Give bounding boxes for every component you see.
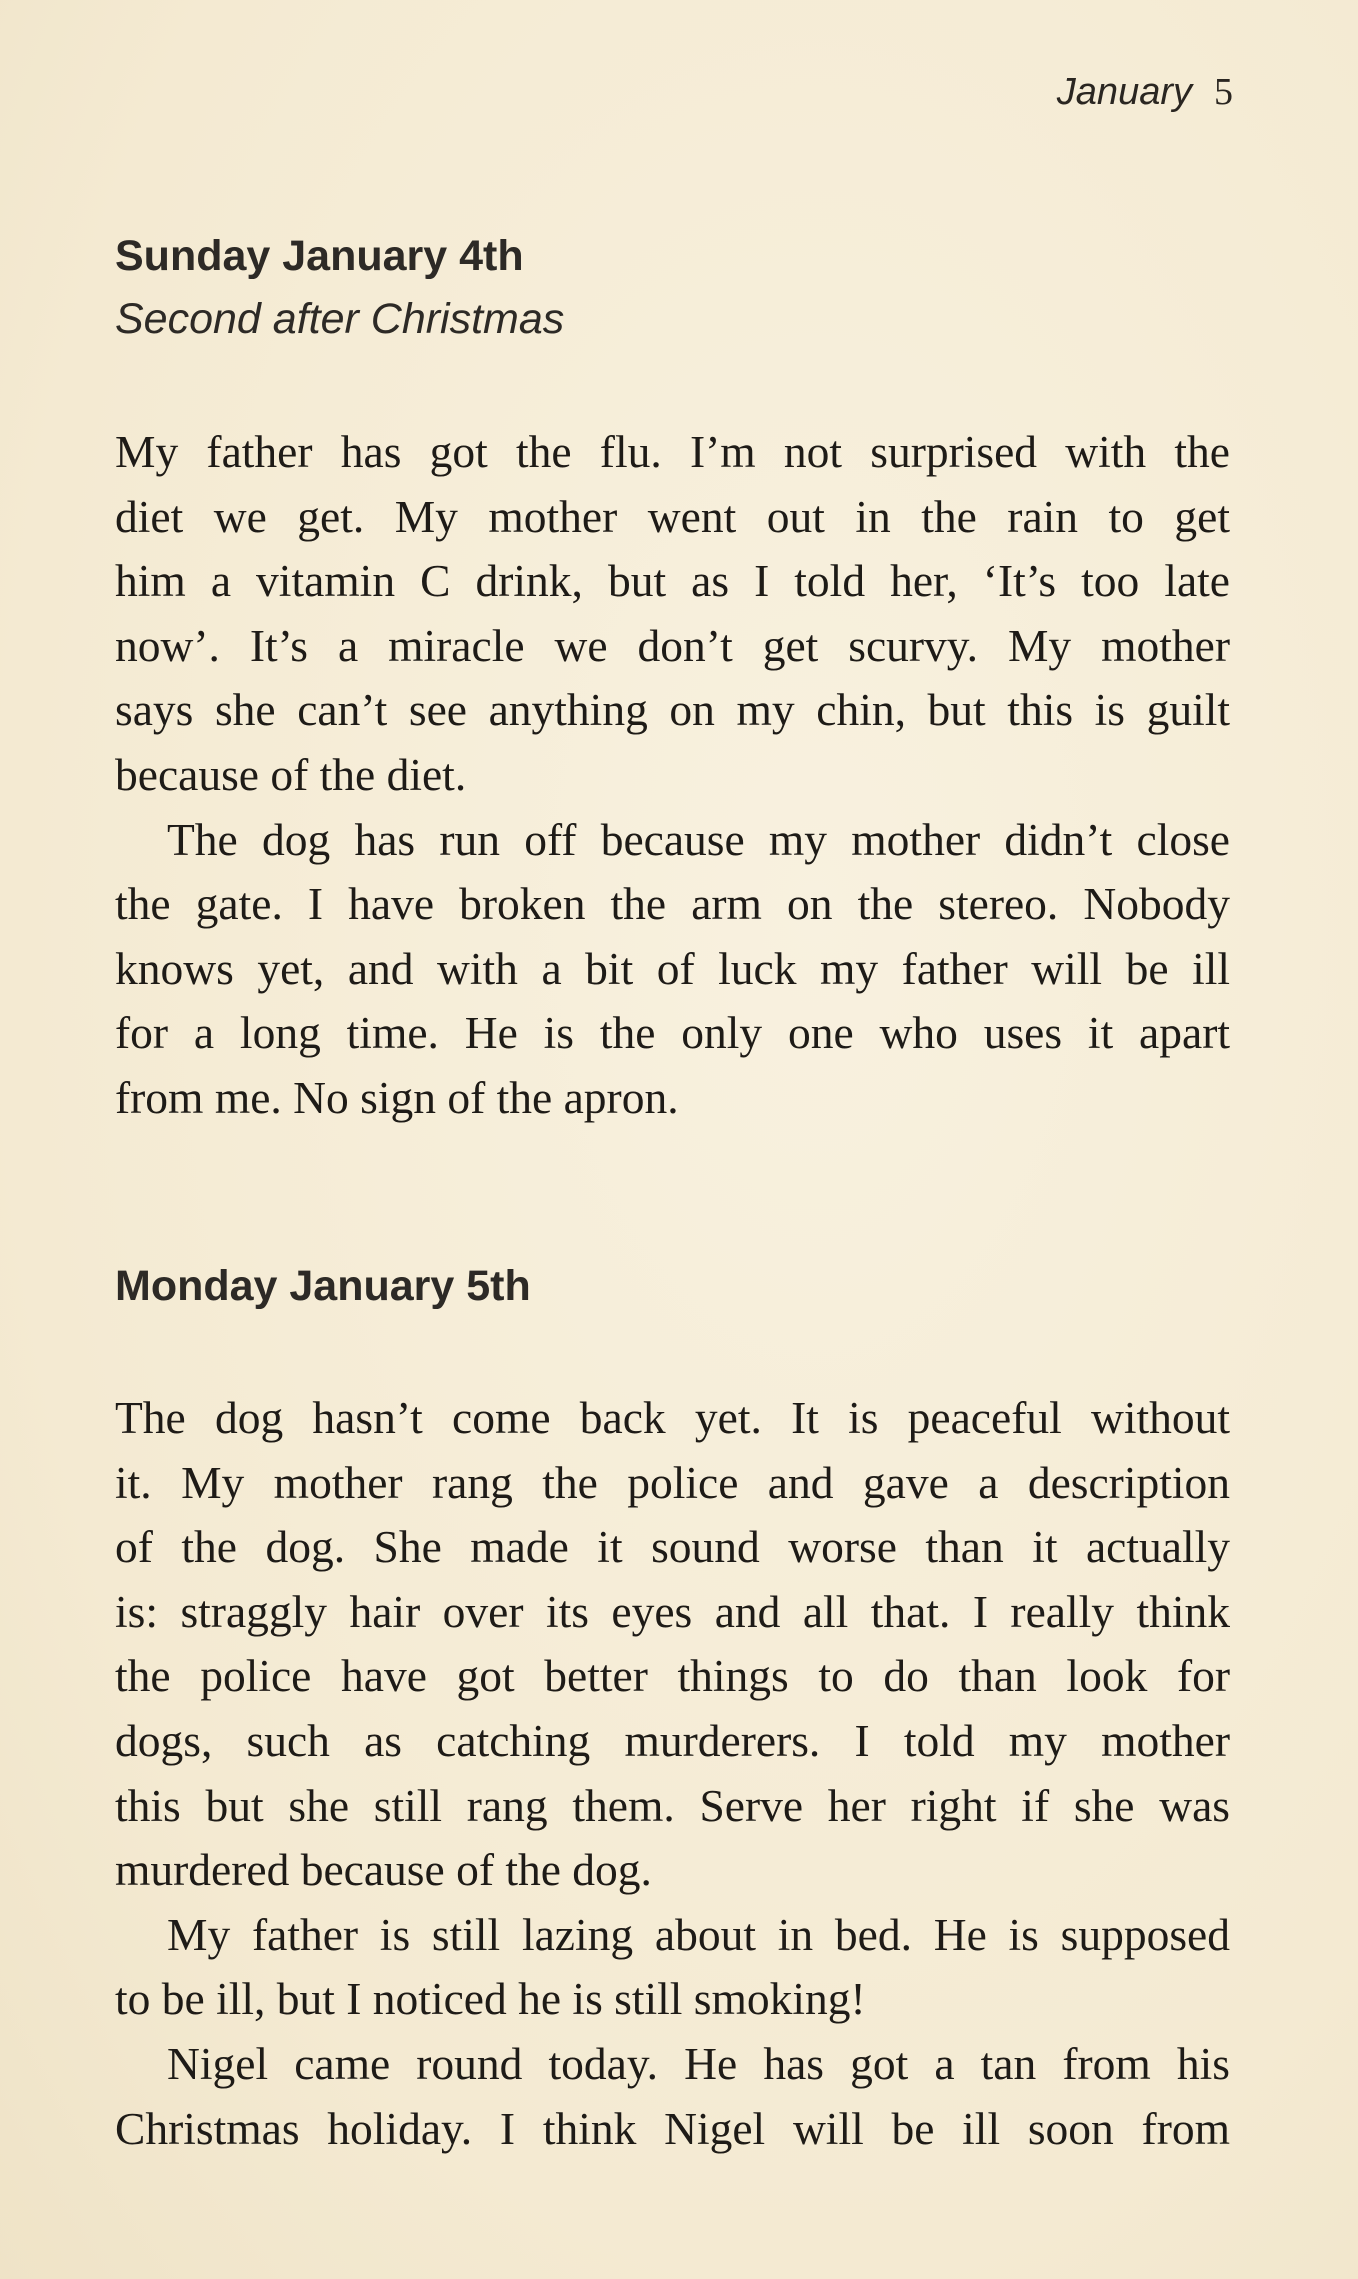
text-line: to be ill, but I noticed he is still smoking!: [115, 1973, 866, 2025]
text-line: the police have got better things to do than look for: [115, 1650, 1230, 1702]
text-line: The dog hasn’t come back yet. It is peaceful without: [115, 1392, 1230, 1443]
text-line: him a vitamin C drink, but as I told her, ‘It’s too late: [115, 555, 1230, 607]
text-line: The dog has run off because my mother didn’t close: [167, 813, 1230, 865]
text-line: now’. It’s a miracle we don’t get scurvy. My mother: [115, 619, 1230, 671]
entry-heading: Sunday January 4th: [115, 232, 524, 280]
text-line: murdered because of the dog.: [115, 1844, 652, 1896]
text-line: this but she still rang them. Serve her right if she was: [115, 1779, 1230, 1831]
text-line: knows yet, and with a bit of luck my father will be ill: [115, 942, 1230, 994]
text-line: from me. No sign of the apron.: [115, 1071, 679, 1123]
text-line: it. My mother rang the police and gave a description: [115, 1456, 1230, 1508]
text-line: the gate. I have broken the arm on the stereo. Nobody: [115, 878, 1230, 930]
text-line: because of the diet.: [115, 748, 467, 800]
text-line: dogs, such as catching murderers. I told my mother: [115, 1714, 1230, 1766]
text-line: diet we get. My mother went out in the rain to get: [115, 490, 1230, 542]
entry-body: [115, 420, 1230, 1131]
entry-heading: Monday January 5th: [115, 1262, 531, 1310]
text-line: for a long time. He is the only one who uses it apart: [115, 1007, 1230, 1059]
text-line: My father is still lazing about in bed. He is supposed: [167, 1908, 1230, 1960]
text-line: of the dog. She made it sound worse than it actually: [115, 1521, 1230, 1573]
text-line: Christmas holiday. I think Nigel will be ill soon from: [115, 2102, 1230, 2154]
entry-body: [115, 1386, 1230, 2161]
running-head: [1057, 70, 1233, 114]
show-through-texture: [600, 60, 611, 108]
entry-subheading: Second after Christmas: [115, 295, 565, 343]
page-number: 5: [1214, 71, 1233, 113]
text-line: is: straggly hair over its eyes and all that. I really think: [115, 1585, 1230, 1637]
text-line: My father has got the flu. I’m not surprised with the: [115, 426, 1230, 477]
running-head-section: January: [1056, 71, 1192, 113]
text-line: says she can’t see anything on my chin, but this is guilt: [115, 684, 1230, 736]
text-line: Nigel came round today. He has got a tan from his: [167, 2037, 1230, 2089]
